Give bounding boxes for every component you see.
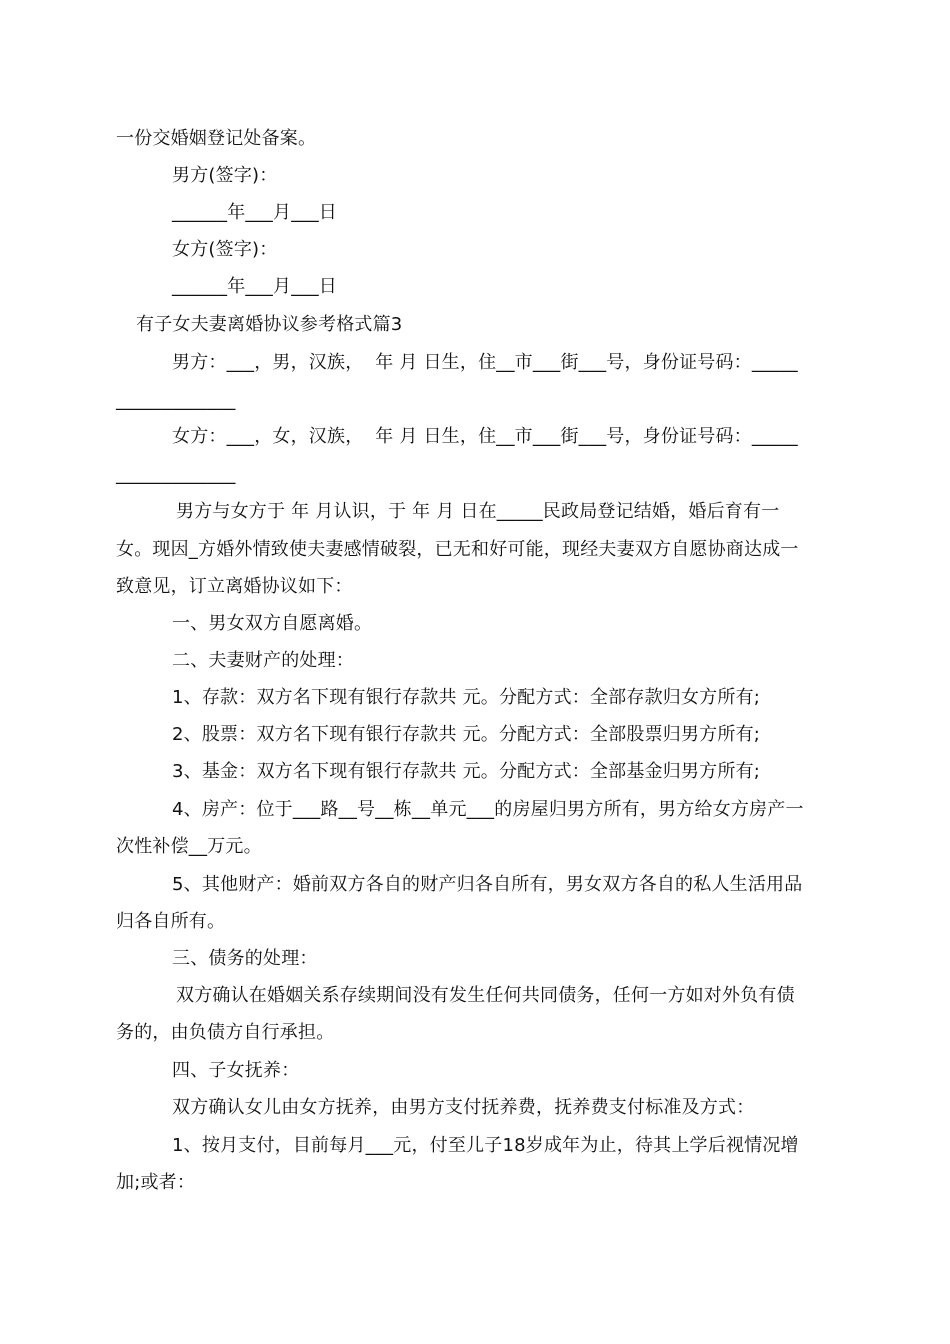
clause-4-heading: 四、子女抚养： [172, 1060, 300, 1081]
female-signature-date: ______年___月___日 [172, 276, 337, 297]
paragraph-marriage-line-2: 女。现因_方婚外情致使夫妻感情破裂，已无和好可能，现经夫妻双方自愿协商达成一 [116, 539, 799, 560]
clause-2-item-3: 3、基金：双方名下现有银行存款共 元。分配方式：全部基金归男方所有; [172, 761, 761, 782]
clause-2-item-5-line-1: 5、其他财产：婚前双方各自的财产归各自所有，男女双方各自的私人生活用品 [172, 874, 803, 895]
female-party-id-continuation: _____________ [116, 464, 236, 485]
female-party-info: 女方：___，女，汉族， 年 月 日生，住__市___街___号，身份证号码：_____ [172, 426, 798, 447]
female-signature-label: 女方(签字)： [172, 239, 278, 260]
clause-3-text-line-1: 双方确认在婚姻关系存续期间没有发生任何共同债务，任何一方如对外负有债 [176, 985, 795, 1006]
male-party-id-continuation: _____________ [116, 390, 236, 411]
clause-1: 一、男女双方自愿离婚。 [172, 613, 373, 634]
clause-4-text: 双方确认女儿由女方抚养，由男方支付抚养费，抚养费支付标准及方式： [172, 1097, 755, 1118]
male-signature-label: 男方(签字)： [172, 165, 278, 186]
section-title: 有子女夫妻离婚协议参考格式篇3 [136, 314, 403, 335]
clause-2-item-5-line-2: 归各自所有。 [116, 911, 226, 932]
clause-2-item-4-line-2: 次性补偿__万元。 [116, 836, 262, 857]
clause-2-heading: 二、夫妻财产的处理： [172, 650, 354, 671]
clause-2-item-1: 1、存款：双方名下现有银行存款共 元。分配方式：全部存款归女方所有; [172, 687, 761, 708]
male-signature-date: ______年___月___日 [172, 202, 337, 223]
clause-2-item-2: 2、股票：双方名下现有银行存款共 元。分配方式：全部股票归男方所有; [172, 724, 761, 745]
paragraph-marriage-line-1: 男方与女方于 年 月认识，于 年 月 日在_____民政局登记结婚，婚后育有一 [176, 501, 780, 522]
paragraph-marriage-line-3: 致意见，订立离婚协议如下： [116, 576, 353, 597]
clause-2-item-4-line-1: 4、房产：位于___路__号__栋__单元___的房屋归男方所有，男方给女方房产一 [172, 799, 804, 820]
text-line-filing: 一份交婚姻登记处备案。 [116, 128, 317, 149]
clause-4-item-1-line-1: 1、按月支付，目前每月___元，付至儿子18岁成年为止，待其上学后视情况增 [172, 1135, 799, 1156]
clause-3-heading: 三、债务的处理： [172, 948, 318, 969]
clause-4-item-1-line-2: 加;或者： [116, 1172, 196, 1193]
male-party-info: 男方：___，男，汉族， 年 月 日生，住__市___街___号，身份证号码：_____ [172, 352, 798, 373]
clause-3-text-line-2: 务的，由负债方自行承担。 [116, 1022, 335, 1043]
